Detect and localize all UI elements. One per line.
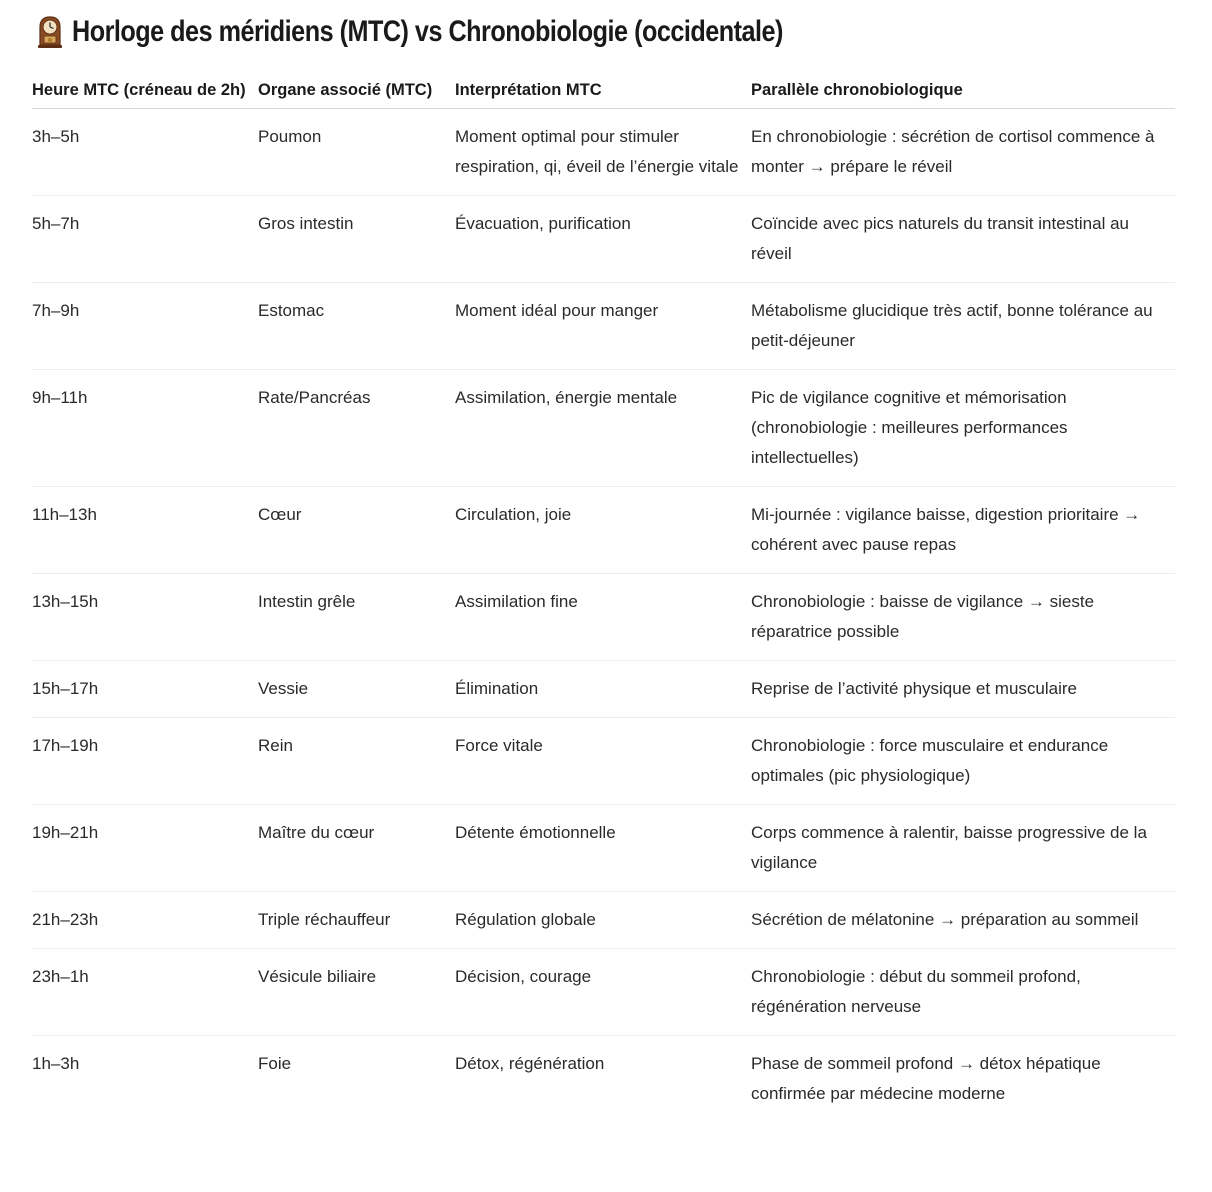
- table-row: [32, 196, 1175, 283]
- meridian-table: [32, 72, 1175, 1122]
- cell-organ: Cœur: [258, 487, 455, 574]
- table-row: [32, 661, 1175, 718]
- page-title: [36, 12, 918, 52]
- table-row: [32, 805, 1175, 892]
- cell-organ: Rate/Pancréas: [258, 370, 455, 487]
- column-header-hour: Heure MTC (créneau de 2h): [32, 72, 258, 109]
- cell-hour: 7h–9h: [32, 283, 258, 370]
- column-header-mtc-interpretation: Interprétation MTC: [455, 72, 751, 109]
- cell-mtc-interpretation: Moment idéal pour manger: [455, 283, 751, 370]
- cell-hour: 3h–5h: [32, 109, 258, 196]
- cell-organ: Gros intestin: [258, 196, 455, 283]
- cell-hour: 11h–13h: [32, 487, 258, 574]
- cell-organ: Maître du cœur: [258, 805, 455, 892]
- cell-organ: Estomac: [258, 283, 455, 370]
- table-row: [32, 718, 1175, 805]
- cell-organ: Vésicule biliaire: [258, 949, 455, 1036]
- cell-organ: Poumon: [258, 109, 455, 196]
- table-row: [32, 283, 1175, 370]
- cell-hour: 9h–11h: [32, 370, 258, 487]
- cell-chronobiology: Phase de sommeil profond → détox hépatique confirmée par médecine moderne: [751, 1054, 1101, 1103]
- cell-mtc-interpretation: Force vitale: [455, 718, 751, 805]
- cell-hour: 15h–17h: [32, 661, 258, 718]
- cell-chronobiology: Coïncide avec pics naturels du transit intestinal au réveil: [751, 196, 1175, 283]
- cell-chronobiology: En chronobiologie : sécrétion de cortisol commence à monter → prépare le réveil: [751, 109, 1175, 196]
- cell-chronobiology: Chronobiologie : début du sommeil profond, régénération nerveuse: [751, 949, 1175, 1036]
- cell-hour: 23h–1h: [32, 949, 258, 1036]
- cell-chronobiology: Corps commence à ralentir, baisse progressive de la vigilance: [751, 805, 1175, 892]
- cell-mtc-interpretation: Moment optimal pour stimuler respiration, qi, éveil de l’énergie vitale: [455, 109, 751, 196]
- cell-organ: Rein: [258, 718, 455, 805]
- table-row: [32, 949, 1175, 1036]
- cell-mtc-interpretation: Assimilation, énergie mentale: [455, 370, 751, 487]
- table-row: [32, 574, 1175, 661]
- cell-mtc-interpretation: Détente émotionnelle: [455, 805, 751, 892]
- table-row: [32, 370, 1175, 487]
- mantelpiece-clock-icon: [36, 15, 64, 49]
- cell-mtc-interpretation: Évacuation, purification: [455, 196, 751, 283]
- cell-organ: Vessie: [258, 661, 455, 718]
- cell-hour: 19h–21h: [32, 805, 258, 892]
- cell-hour: 5h–7h: [32, 196, 258, 283]
- cell-chronobiology: Pic de vigilance cognitive et mémorisation (chronobiologie : meilleures performances intellectuelles): [751, 370, 1175, 487]
- cell-mtc-interpretation: Détox, régénération: [455, 1054, 605, 1073]
- cell-mtc-interpretation: Décision, courage: [455, 949, 751, 1036]
- cell-mtc-interpretation: Circulation, joie: [455, 487, 751, 574]
- cell-organ: Foie: [258, 1054, 292, 1073]
- cell-mtc-interpretation: Élimination: [455, 661, 751, 718]
- table-row: [32, 892, 1175, 949]
- cell-mtc-interpretation: Régulation globale: [455, 892, 751, 949]
- column-header-organ: Organe associé (MTC): [258, 72, 455, 109]
- cell-mtc-interpretation: Assimilation fine: [455, 574, 751, 661]
- cell-chronobiology: Reprise de l’activité physique et musculaire: [751, 661, 1175, 718]
- cell-organ: Intestin grêle: [258, 574, 455, 661]
- cell-hour: 1h–3h: [32, 1054, 80, 1073]
- cell-organ: Triple réchauffeur: [258, 892, 455, 949]
- table-row: [32, 487, 1175, 574]
- cell-hour: 17h–19h: [32, 718, 258, 805]
- cell-chronobiology: Mi-journée : vigilance baisse, digestion prioritaire → cohérent avec pause repas: [751, 487, 1175, 574]
- cell-chronobiology: Métabolisme glucidique très actif, bonne tolérance au petit-déjeuner: [751, 283, 1175, 370]
- cell-chronobiology: Chronobiologie : force musculaire et endurance optimales (pic physiologique): [751, 718, 1175, 805]
- table-header-row: [32, 72, 1175, 109]
- column-header-chronobiology: Parallèle chronobiologique: [751, 72, 1175, 109]
- title-text: Horloge des méridiens (MTC) vs Chronobiologie (occidentale): [72, 15, 783, 48]
- cell-hour: 21h–23h: [32, 892, 258, 949]
- cell-chronobiology: Chronobiologie : baisse de vigilance → sieste réparatrice possible: [751, 574, 1175, 661]
- cell-chronobiology: Sécrétion de mélatonine → préparation au sommeil: [751, 892, 1175, 949]
- table-row: [32, 1036, 1175, 1123]
- table-row: [32, 109, 1175, 196]
- cell-hour: 13h–15h: [32, 574, 258, 661]
